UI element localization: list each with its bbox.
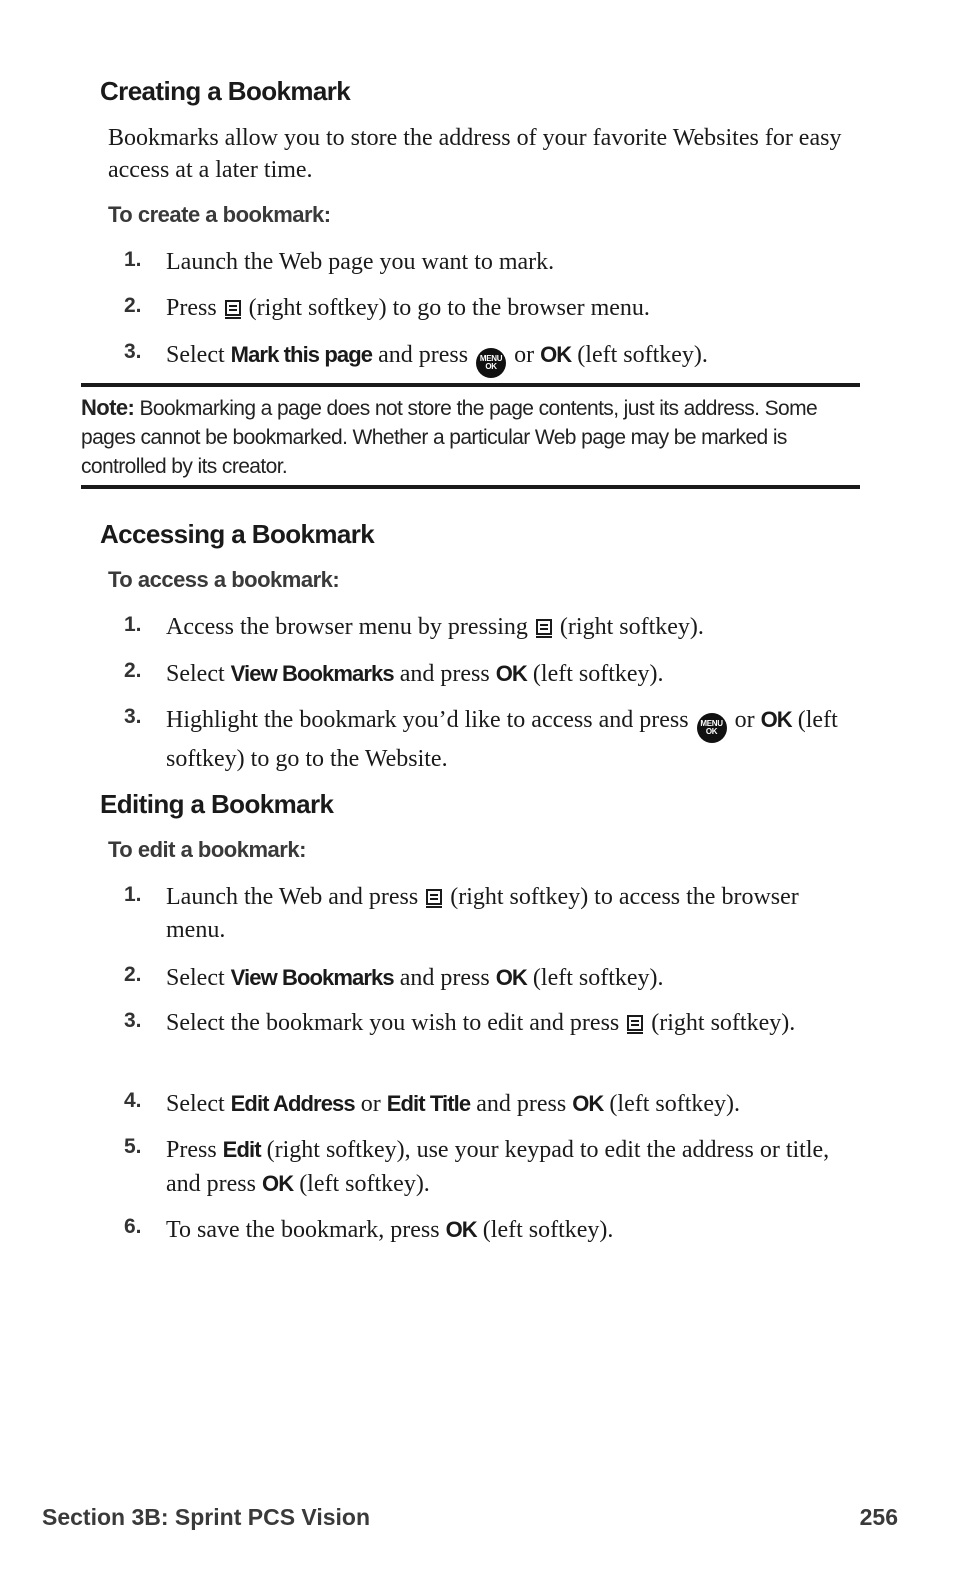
step-text: Select View Bookmarks and press OK (left softkey).: [166, 661, 664, 687]
creating-subheading: To create a bookmark:: [108, 202, 331, 227]
step-text: Highlight the bookmark you’d like to access and press MENU OK or OK (left softkey) to go to the Website.: [166, 707, 838, 772]
step-number: 1.: [124, 883, 142, 906]
step-text: To save the bookmark, press OK (left softkey).: [166, 1217, 614, 1243]
step-number: 4.: [124, 1089, 142, 1112]
menu-ok-key-icon: MENU OK: [697, 713, 727, 743]
step-text: Select View Bookmarks and press OK (left softkey).: [166, 965, 664, 991]
menu-softkey-icon: [536, 619, 552, 635]
step-number: 1.: [124, 248, 142, 271]
step-text: Launch the Web and press (right softkey) to access the browser menu.: [166, 884, 799, 943]
step-text: Select the bookmark you wish to edit and press (right softkey).: [166, 1010, 796, 1036]
footer-section-title: Section 3B: Sprint PCS Vision: [42, 1504, 371, 1530]
note-label: Note:: [81, 395, 135, 420]
step-number: 2.: [124, 659, 142, 682]
note-box: [81, 383, 860, 489]
section-heading-creating: Creating a Bookmark: [100, 76, 351, 106]
menu-ok-key-icon: MENU OK: [476, 348, 506, 378]
step-text: Launch the Web page you want to mark.: [166, 249, 555, 275]
menu-softkey-icon: [426, 889, 442, 905]
step-number: 2.: [124, 294, 142, 317]
step-number: 2.: [124, 963, 142, 986]
editing-subheading: To edit a bookmark:: [108, 837, 306, 862]
step-text: Press Edit (right softkey), use your keypad to edit the address or title, and press OK (left softkey).: [166, 1137, 830, 1197]
page-number: 256: [859, 1504, 898, 1530]
step-number: 3.: [124, 705, 142, 728]
step-text: Select Edit Address or Edit Title and press OK (left softkey).: [166, 1091, 741, 1117]
step-number: 3.: [124, 340, 142, 363]
accessing-subheading: To access a bookmark:: [108, 567, 340, 592]
step-number: 3.: [124, 1009, 142, 1032]
menu-softkey-icon: [627, 1015, 643, 1031]
section-heading-editing: Editing a Bookmark: [100, 789, 334, 819]
menu-softkey-icon: [225, 300, 241, 316]
step-text: Select Mark this page and press MENU OK or OK (left softkey).: [166, 338, 856, 378]
step-number: 5.: [124, 1135, 142, 1158]
section-heading-accessing: Accessing a Bookmark: [100, 519, 375, 549]
step-text: Access the browser menu by pressing (right softkey).: [166, 614, 704, 640]
note-text: Note: Bookmarking a page does not store the page contents, just its address. Some pages cannot be bookmarked. Whether a particular Web page may be marked is controlled by its creator.: [81, 395, 818, 478]
step-number: 1.: [124, 613, 142, 636]
creating-intro: Bookmarks allow you to store the address of your favorite Websites for easy access at a later time.: [108, 125, 842, 183]
step-text: Press (right softkey) to go to the browser menu.: [166, 295, 650, 321]
step-number: 6.: [124, 1215, 142, 1238]
